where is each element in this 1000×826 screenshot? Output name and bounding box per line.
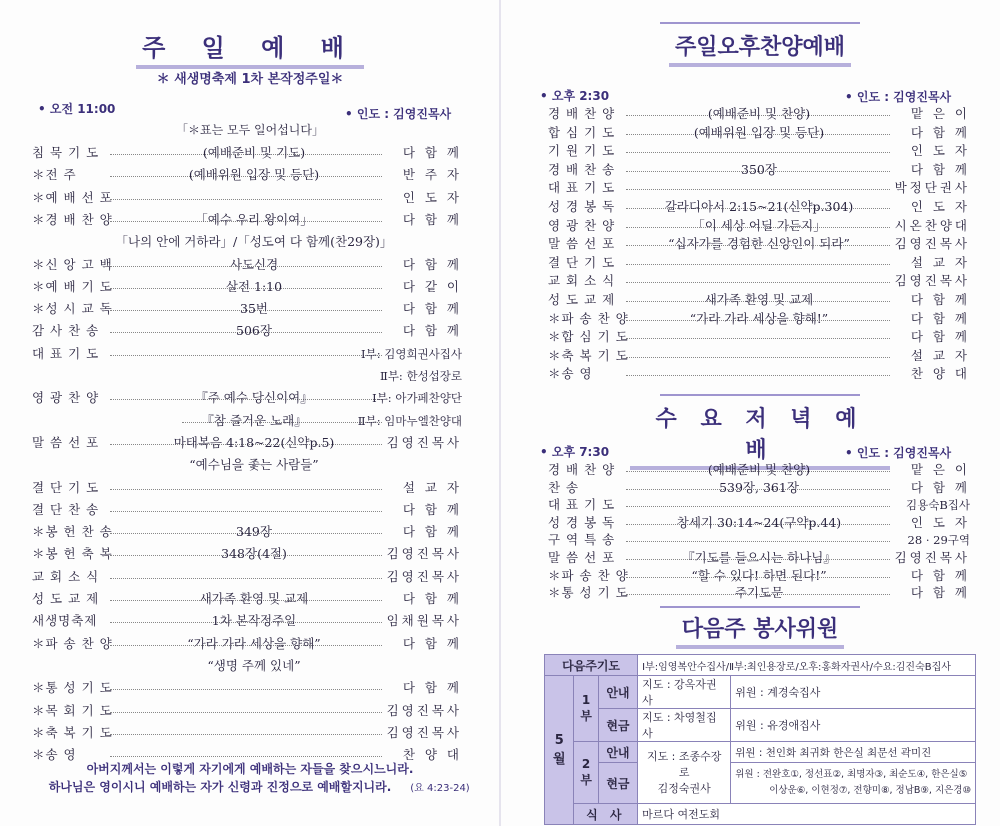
order-row <box>548 160 970 180</box>
order-label: ＊봉 헌 찬 송 <box>32 524 113 540</box>
order-performer: 설 교 자 <box>910 254 970 270</box>
dot-leader <box>626 189 890 190</box>
order-content: 『참 즐거운 노래』 <box>201 412 307 428</box>
order-label: 영 광 찬 양 <box>548 217 616 233</box>
order-performer: 김용숙B집사 <box>906 498 970 513</box>
order-label: 합 심 기 도 <box>548 124 616 140</box>
order-performer: 인 도 자 <box>402 189 462 205</box>
bible-verse-line2: 하나님은 영이시니 예배하는 자가 신령과 진정으로 예배할지니라. <box>48 780 392 794</box>
order-content: 갈라디아서 2:15~21(신약p.304) <box>664 199 854 214</box>
order-content: (예배위원 입장 및 등단) <box>188 167 320 183</box>
order-performer: Ⅱ부: 임마누엘찬양대 <box>357 413 462 428</box>
order-content: 348장(4절) <box>221 546 287 562</box>
sunday-morning-subtitle: ＊ 새생명축제 1차 본작정주일＊ <box>156 72 344 87</box>
order-performer: 박정단권사 <box>894 180 970 196</box>
guide-label: 안내 <box>598 742 637 763</box>
part2-cell: 2부 <box>574 742 598 804</box>
order-performer: 다 함 께 <box>910 124 970 140</box>
title-rule <box>660 22 860 24</box>
order-performer: 인 도 자 <box>910 199 970 214</box>
order-content: 『기도를 들으시는 하나님』 <box>682 550 836 565</box>
order-content: 「나의 안에 거하라」/「성도여 다 함께(찬29장)」 <box>115 234 393 250</box>
order-performer: 다 함 께 <box>910 567 970 583</box>
order-label: 말 씀 선 포 <box>32 434 100 450</box>
order-content: 539장, 361장 <box>719 479 799 495</box>
order-label: ＊축 복 기 도 <box>548 347 629 363</box>
page-fold <box>499 0 501 826</box>
order-performer: 다 같 이 <box>402 278 462 294</box>
order-label: 영 광 찬 양 <box>32 390 100 406</box>
order-content: (예배위원 입장 및 등단) <box>693 124 825 140</box>
part1-cell: 1부 <box>574 676 598 742</box>
order-performer: 맡 은 이 <box>910 106 970 121</box>
order-performer: 김영진목사 <box>894 550 970 565</box>
dot-leader <box>626 338 890 339</box>
order-row <box>548 197 970 217</box>
title-rule <box>660 606 860 608</box>
standing-notice: 「＊표는 모두 일어섭니다」 <box>176 123 324 137</box>
order-content: 350장 <box>741 161 777 177</box>
order-label: 대 표 기 도 <box>548 497 616 513</box>
order-label: ＊경 배 찬 양 <box>32 211 113 227</box>
order-performer: 김영진목사 <box>894 273 970 289</box>
order-row <box>548 346 970 366</box>
order-row <box>32 723 462 743</box>
order-performer: 28 · 29구역 <box>907 533 970 548</box>
order-label: 대 표 기 도 <box>32 345 100 361</box>
order-row <box>32 277 462 297</box>
dot-leader <box>110 578 382 579</box>
order-content: 506장 <box>236 323 272 339</box>
order-row <box>548 216 970 236</box>
order-label: 결 단 기 도 <box>32 479 100 495</box>
dot-leader <box>626 506 890 507</box>
order-label: 결 단 찬 송 <box>32 501 100 517</box>
order-label: ＊송 영 <box>32 747 77 763</box>
order-performer: 다 함 께 <box>910 161 970 177</box>
dot-leader <box>110 756 382 757</box>
order-content: (예배준비 및 찬양) <box>707 106 811 121</box>
duty-roster-table <box>544 654 976 825</box>
order-content: 「예수 우리 왕이여」 <box>195 211 313 227</box>
order-label: 경 배 찬 양 <box>548 106 616 121</box>
order-content: 349장 <box>236 524 272 540</box>
meal-label: 식 사 <box>574 804 638 825</box>
order-performer: 임채원목사 <box>386 613 462 629</box>
order-row <box>32 611 462 631</box>
order-label: 침 묵 기 도 <box>32 145 100 160</box>
order-row <box>32 433 462 453</box>
order-label: ＊통 성 기 도 <box>548 585 629 601</box>
order-content: (예배준비 및 찬양) <box>707 462 811 477</box>
order-row <box>32 656 462 676</box>
order-content: “가라 가라 세상을 향해” <box>187 635 321 651</box>
order-content: “십자가를 경험한 신앙인이 되라” <box>668 236 850 252</box>
order-performer: 다 함 께 <box>402 591 462 606</box>
p1-offering-leader: 지도 : 차영철집사 <box>638 709 731 742</box>
order-performer: 다 함 께 <box>910 329 970 345</box>
order-label: ＊파 송 찬 양 <box>548 567 629 583</box>
order-performer: 인 도 자 <box>910 143 970 159</box>
sunday-afternoon-title: 주일오후찬양예배 <box>640 30 880 67</box>
order-content: 새가족 환영 및 교제 <box>704 292 814 307</box>
order-label: ＊송 영 <box>548 366 593 382</box>
order-content: 새가족 환영 및 교제 <box>199 591 309 606</box>
order-row <box>32 589 462 609</box>
p1-guide-member: 위원 : 계경숙집사 <box>731 676 976 709</box>
order-label: ＊파 송 찬 양 <box>548 310 629 326</box>
order-label: ＊축 복 기 도 <box>32 724 113 740</box>
order-row <box>548 364 970 384</box>
order-performer: 설 교 자 <box>402 479 462 495</box>
wednesday-time: • 오후 7:30 <box>540 445 610 459</box>
order-performer: 찬 양 대 <box>402 747 462 763</box>
order-label: 기 원 기 도 <box>548 143 616 159</box>
order-content: 주기도문 <box>734 585 784 601</box>
order-label: 교 회 소 식 <box>32 568 100 584</box>
order-performer: 다 함 께 <box>402 256 462 272</box>
order-performer: Ⅱ부: 한성섭장로 <box>380 369 462 383</box>
service-leader: • 인도 : 김영진목사 <box>345 107 452 121</box>
dot-leader <box>110 712 382 713</box>
order-row <box>32 255 462 275</box>
order-row <box>32 411 462 431</box>
service-time: • 오전 11:00 <box>38 102 116 116</box>
order-label: 새생명축제 <box>32 613 98 629</box>
order-performer: Ⅰ부: 아가페찬양단 <box>372 391 462 406</box>
order-label: 성 도 교 제 <box>548 292 616 307</box>
afternoon-leader: • 인도 : 김영진목사 <box>845 90 952 104</box>
order-label: 경 배 찬 양 <box>548 462 616 477</box>
order-content: 「이 세상 어딜 가든지」 <box>692 217 826 233</box>
order-row <box>32 500 462 520</box>
order-label: 성 경 봉 독 <box>548 514 616 530</box>
order-row <box>548 104 970 124</box>
title-rule <box>660 394 860 396</box>
order-performer: 다 함 께 <box>910 310 970 326</box>
sunday-morning-title: 주 일 예 배 <box>130 28 370 69</box>
order-label: 경 배 찬 송 <box>548 161 616 177</box>
bible-verse-line1: 아버지께서는 이렇게 자기에게 예배하는 자들을 찾으시느니라. <box>86 762 414 776</box>
order-performer: 김영진목사 <box>386 434 462 450</box>
offering-label: 현금 <box>598 709 637 742</box>
order-performer: Ⅰ부: 김영희권사집사 <box>361 346 462 361</box>
order-row <box>32 701 462 721</box>
order-row <box>548 253 970 273</box>
order-label: ＊예 배 선 포 <box>32 189 113 205</box>
order-performer: 맡 은 이 <box>910 462 970 477</box>
order-row <box>32 544 462 564</box>
order-label: 감 사 찬 송 <box>32 323 100 339</box>
order-performer: 다 함 께 <box>402 211 462 227</box>
order-label: ＊봉 헌 축 복 <box>32 546 113 562</box>
dot-leader <box>110 689 382 690</box>
p2-offering-member: 위원 : 전완호①, 정선표②, 최명자③, 최순도④, 한은실⑤ 이상운⑥, 이현정⑦, 전향미⑧, 정남B⑨, 지은경⑩ <box>731 763 976 804</box>
order-content: 마태복음 4:18~22(신약p.5) <box>173 434 335 450</box>
month-cell: 5월 <box>545 676 574 825</box>
order-row <box>32 567 462 587</box>
order-row <box>32 143 462 163</box>
order-row <box>32 388 462 408</box>
order-label: 성 도 교 제 <box>32 591 100 606</box>
order-label: ＊성 시 교 독 <box>32 301 113 317</box>
order-content: 『주 예수 당신이여』 <box>195 390 313 406</box>
order-performer: 다 함 께 <box>910 585 970 601</box>
dot-leader <box>626 541 890 542</box>
p2-leader: 지도 : 조종수장로 김정숙권사 <box>638 742 731 804</box>
order-row <box>548 123 970 143</box>
order-performer: 반 주 자 <box>402 167 462 183</box>
p1-guide-leader: 지도 : 강옥자권사 <box>638 676 731 709</box>
order-row <box>32 366 462 386</box>
order-row <box>548 234 970 254</box>
order-label: 찬 송 <box>548 479 580 495</box>
order-content: 35번 <box>240 301 268 317</box>
p2-guide-member: 위원 : 천인화 최귀화 한은실 최문선 곽미진 <box>731 742 976 763</box>
order-content: 살전 1:10 <box>225 278 283 294</box>
p1-offering-member: 위원 : 유경애집사 <box>731 709 976 742</box>
order-content: “할 수 있다! 하면 된다!” <box>691 567 827 583</box>
dot-leader <box>110 734 382 735</box>
guide-label: 안내 <box>598 676 637 709</box>
order-row <box>32 188 462 208</box>
order-row <box>32 522 462 542</box>
dot-leader <box>626 282 890 283</box>
order-row <box>32 344 462 364</box>
order-label: 말 씀 선 포 <box>548 236 616 252</box>
order-row <box>32 455 462 475</box>
order-content: 사도신경 <box>229 256 279 272</box>
order-label: ＊신 앙 고 백 <box>32 256 113 272</box>
order-performer: 다 함 께 <box>402 501 462 517</box>
order-content: 창세기 30:14~24(구약p.44) <box>676 514 842 530</box>
afternoon-time: • 오후 2:30 <box>540 89 610 103</box>
dot-leader <box>626 357 890 358</box>
order-row <box>32 232 462 252</box>
order-row <box>548 178 970 198</box>
order-row <box>32 299 462 319</box>
order-label: ＊예 배 기 도 <box>32 278 113 294</box>
order-row <box>32 210 462 230</box>
meal-value: 마르다 여전도회 <box>638 804 976 825</box>
order-row <box>32 478 462 498</box>
dot-leader <box>626 375 890 376</box>
order-performer: 김영진목사 <box>386 702 462 718</box>
order-content: (예배준비 및 기도) <box>202 145 306 160</box>
prayer-label: 다음주기도 <box>545 655 638 676</box>
order-performer: 다 함 께 <box>402 680 462 696</box>
order-label: ＊합 심 기 도 <box>548 329 629 345</box>
order-performer: 다 함 께 <box>402 524 462 540</box>
order-performer: 김영진목사 <box>386 724 462 740</box>
order-performer: 다 함 께 <box>402 323 462 339</box>
bible-verse-ref: (요 4:23-24) <box>410 783 470 794</box>
order-row <box>548 309 970 329</box>
order-row <box>548 583 970 603</box>
order-label: ＊전 주 <box>32 167 77 183</box>
order-performer: 다 함 께 <box>910 292 970 307</box>
wednesday-leader: • 인도 : 김영진목사 <box>845 446 952 460</box>
order-label: ＊파 송 찬 양 <box>32 635 113 651</box>
order-performer: 김영진목사 <box>386 546 462 562</box>
order-content: “가라 가라 세상을 향해!” <box>689 310 829 326</box>
order-performer: 인 도 자 <box>910 514 970 530</box>
dot-leader <box>110 489 382 490</box>
order-row <box>32 321 462 341</box>
order-label: 구 역 특 송 <box>548 532 616 548</box>
order-row <box>548 271 970 291</box>
dot-leader <box>110 511 382 512</box>
prayer-value: Ⅰ부:임영복안수집사/Ⅱ부:최인용장로/오후:홍화자권사/수요:김진숙B집사 <box>638 655 976 676</box>
order-label: 성 경 봉 독 <box>548 199 616 214</box>
order-performer: 다 함 께 <box>402 145 462 160</box>
order-label: 말 씀 선 포 <box>548 550 616 565</box>
order-label: ＊통 성 기 도 <box>32 680 113 696</box>
order-row <box>32 678 462 698</box>
order-content: “생명 주께 있네” <box>207 657 301 673</box>
dot-leader <box>110 199 382 200</box>
order-performer: 다 함 께 <box>402 301 462 317</box>
order-row <box>548 290 970 310</box>
order-row <box>32 634 462 654</box>
order-performer: 시온찬양대 <box>894 217 970 233</box>
order-label: 교 회 소 식 <box>548 273 616 289</box>
order-label: ＊목 회 기 도 <box>32 702 113 718</box>
order-row <box>548 327 970 347</box>
dot-leader <box>110 355 382 356</box>
order-content: “예수님을 좇는 사람들” <box>189 457 319 473</box>
order-label: 결 단 기 도 <box>548 254 616 270</box>
order-performer: 찬 양 대 <box>910 366 970 382</box>
order-performer: 다 함 께 <box>402 635 462 651</box>
order-content: 1차 본작정주일 <box>211 613 297 629</box>
dot-leader <box>626 152 890 153</box>
order-performer: 김영진목사 <box>386 568 462 584</box>
order-label: 대 표 기 도 <box>548 180 616 196</box>
order-row <box>32 165 462 185</box>
order-performer: 다 함 께 <box>910 479 970 495</box>
order-performer: 설 교 자 <box>910 347 970 363</box>
offering-label: 현금 <box>598 763 637 804</box>
next-week-title: 다음주 봉사위원 <box>630 612 890 649</box>
order-performer: 김영진목사 <box>894 236 970 252</box>
wednesday-evening-title: 수 요 저 녁 예 배 <box>630 402 890 470</box>
dot-leader <box>626 264 890 265</box>
order-row <box>548 141 970 161</box>
